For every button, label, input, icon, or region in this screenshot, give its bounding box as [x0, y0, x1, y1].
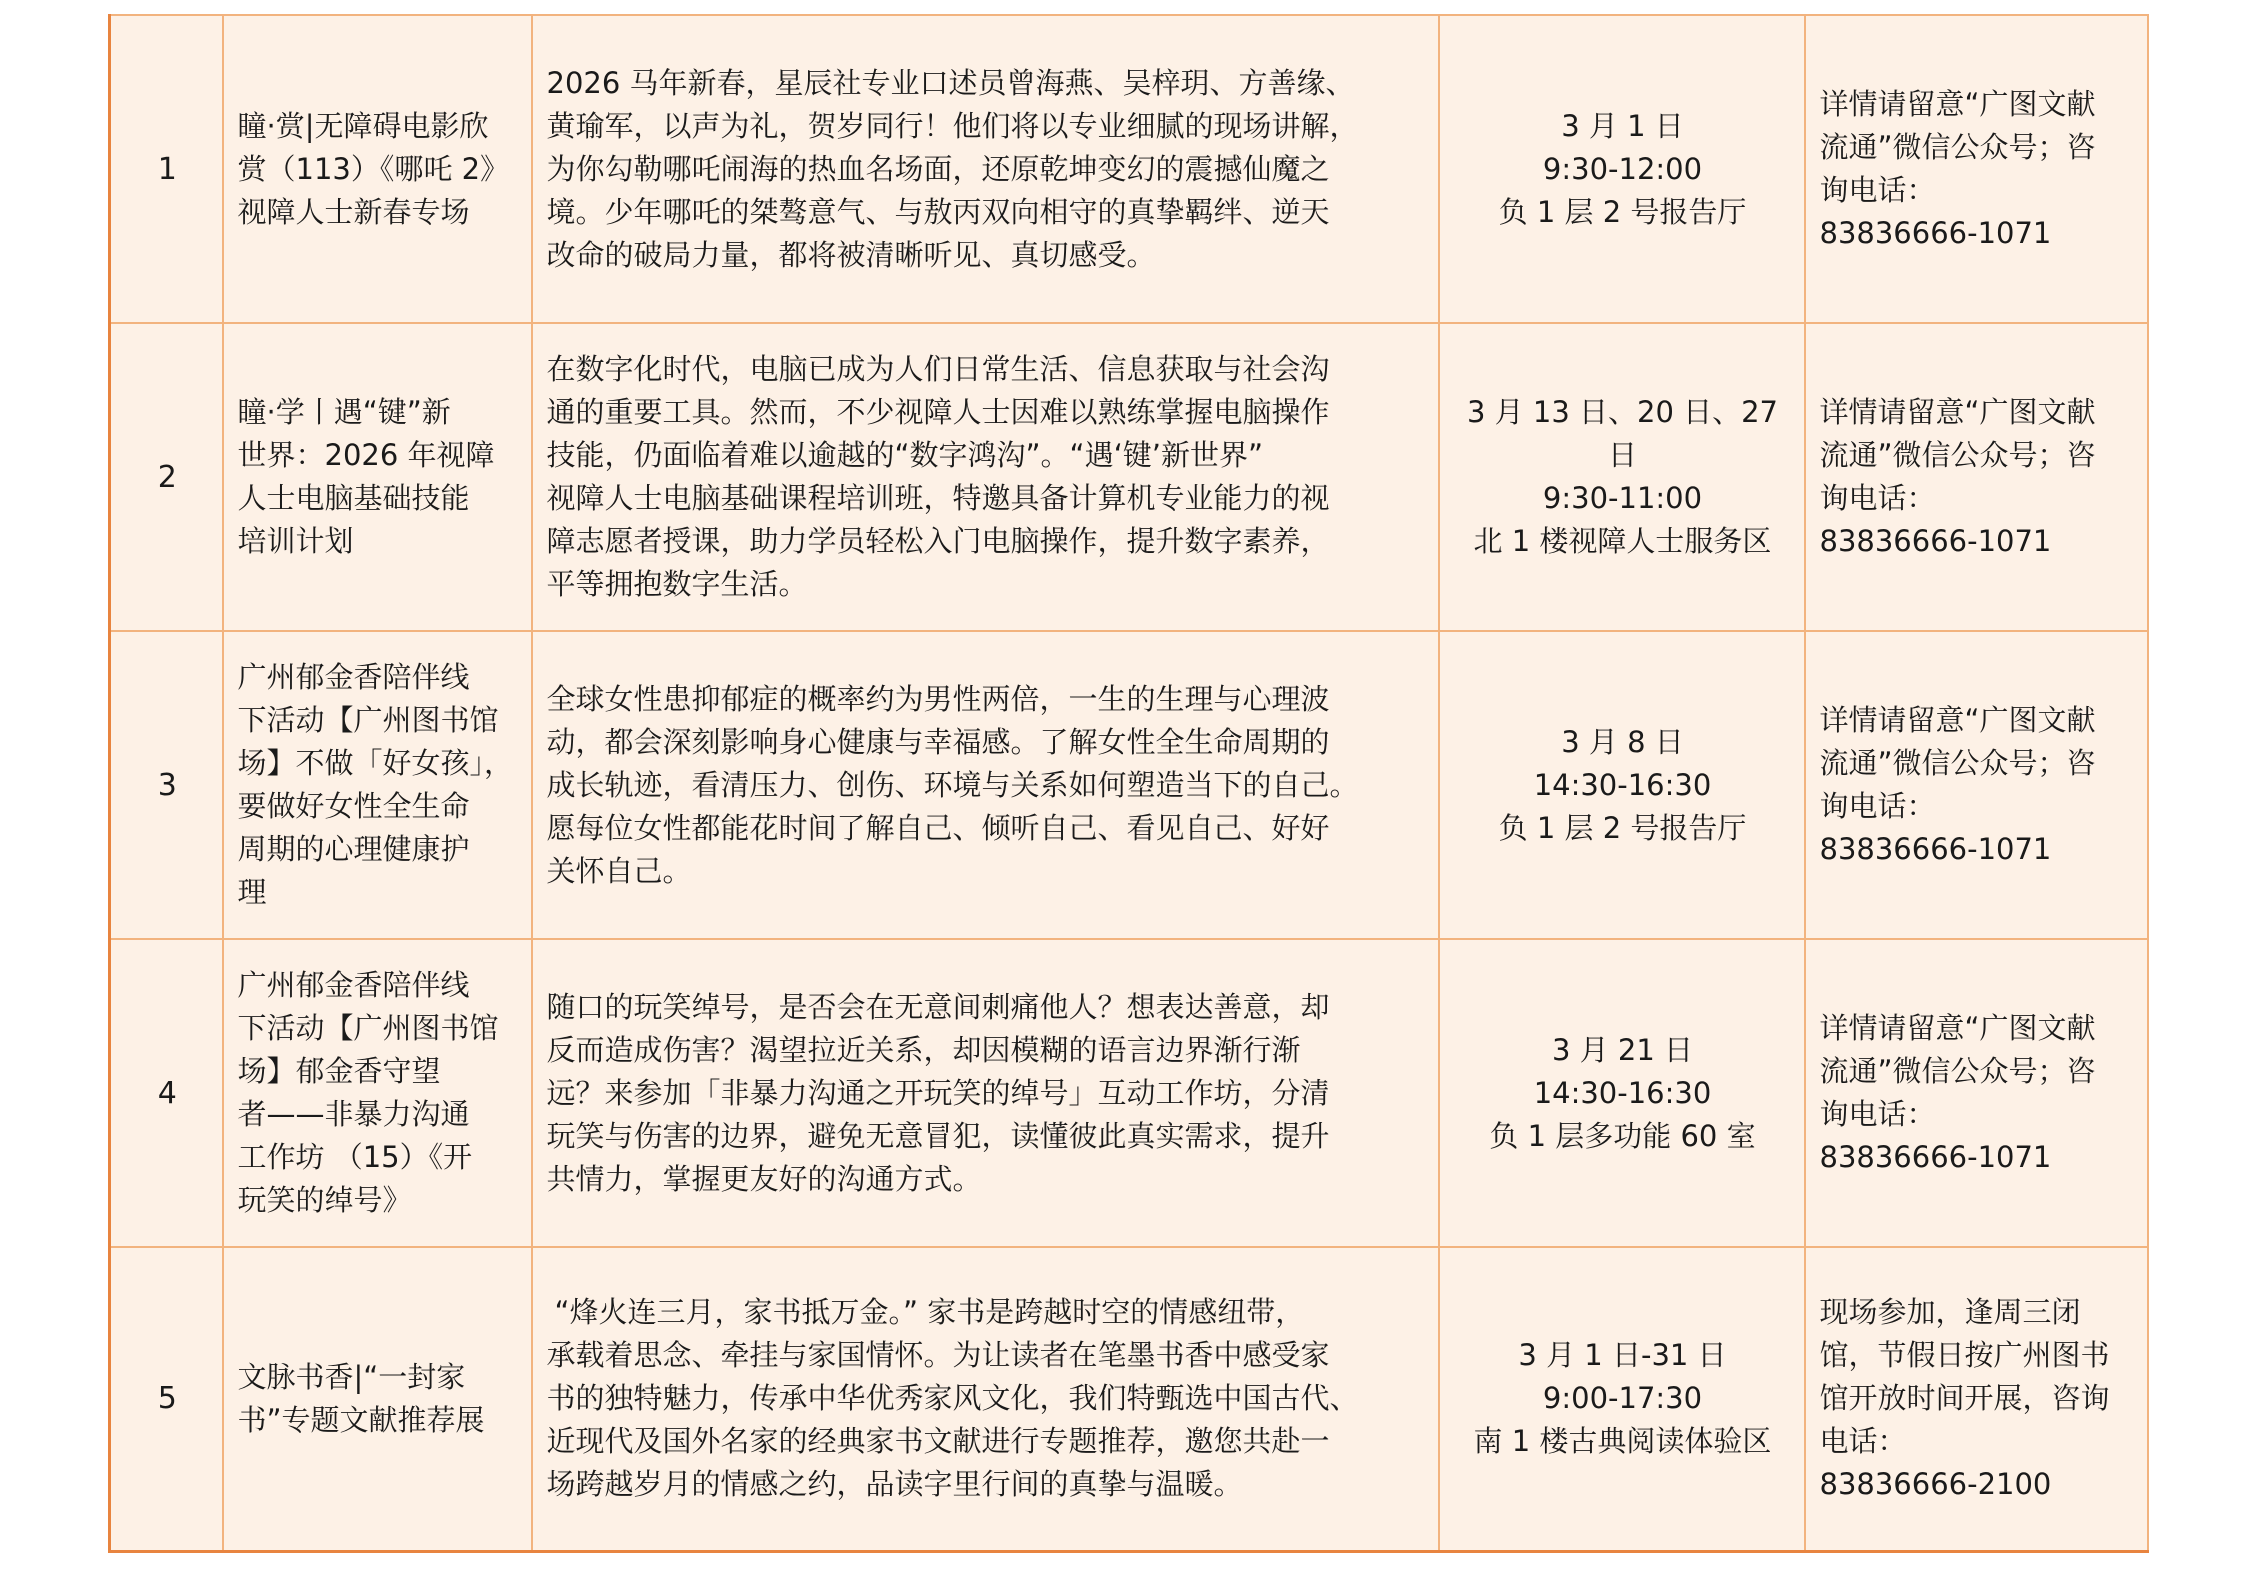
event-description-line: 为你勾勒哪吒闹海的热血名场面，还原乾坤变幻的震撼仙魔之: [546, 151, 1330, 186]
event-time-location-line: 南 1 楼古典阅读体验区: [1473, 1424, 1772, 1459]
event-description-line: 反而造成伤害？渴望拉近关系，却因模糊的语言边界渐行渐: [546, 1032, 1301, 1067]
event-description-cell: [532, 631, 1439, 939]
event-time-location-line: 3 月 21 日: [1551, 1032, 1693, 1067]
event-contact-line: 流通”微信公众号；咨: [1819, 130, 2096, 164]
event-description-line: 关怀自己。: [546, 853, 692, 888]
row-number-cell: [110, 15, 223, 323]
event-description-line: 视障人士电脑基础课程培训班，特邀具备计算机专业能力的视: [546, 481, 1330, 515]
event-contact-line: 83836666-1071: [1819, 1140, 2052, 1174]
event-title-line: 广州郁金香陪伴线: [237, 968, 470, 1002]
event-contact-line: 询电话：: [1819, 1097, 1936, 1131]
event-description-line: 黄瑜军，以声为礼，贺岁同行！他们将以专业细腻的现场讲解，: [546, 108, 1359, 143]
event-contact-line: 83836666-2100: [1819, 1467, 2052, 1502]
event-contact-line: 询电话：: [1819, 789, 1936, 823]
event-contact-line: 详情请留意“广图文献: [1819, 1011, 2096, 1045]
row-number-cell: [110, 939, 223, 1247]
table-row: [110, 323, 2148, 631]
event-contact-line: 流通”微信公众号；咨: [1819, 746, 2096, 780]
event-description-line: 承载着思念、牵挂与家国情怀。为让读者在笔墨书香中感受家: [546, 1338, 1330, 1373]
event-contact-line: 83836666-1071: [1819, 524, 2052, 558]
event-time-location-line: 负 1 层 2 号报告厅: [1498, 810, 1747, 845]
event-description-line: 动，都会深刻影响身心健康与幸福感。了解女性全生命周期的: [546, 724, 1330, 759]
row-number: 1: [157, 151, 177, 187]
event-title-cell: [223, 323, 532, 631]
table-row: [110, 15, 2148, 323]
event-title-line: 培训计划: [237, 524, 354, 558]
event-contact-line: 详情请留意“广图文献: [1819, 395, 2096, 429]
table-row: [110, 1247, 2148, 1551]
event-title-line: 人士电脑基础技能: [237, 481, 470, 515]
event-contact-line: 馆，节假日按广州图书: [1819, 1338, 2110, 1373]
event-description-cell: [532, 15, 1439, 323]
event-time-location-line: 9:00-17:30: [1542, 1381, 1703, 1416]
row-number: 2: [157, 459, 177, 495]
event-description-cell: [532, 323, 1439, 631]
event-description-line: “烽火连三月，家书抵万金。” 家书是跨越时空的情感纽带，: [554, 1295, 1305, 1330]
event-description-line: 障志愿者授课，助力学员轻松入门电脑操作，提升数字素养，: [546, 524, 1330, 558]
event-contact-line: 询电话：: [1819, 173, 1936, 207]
event-time-location-line: 9:30-12:00: [1542, 151, 1703, 186]
event-title-cell: [223, 15, 532, 323]
table-row: [110, 939, 2148, 1247]
event-time-location-line: 9:30-11:00: [1542, 481, 1703, 515]
event-time-location-cell: [1439, 15, 1805, 323]
event-contact-line: 流通”微信公众号；咨: [1819, 438, 2096, 472]
event-contact-cell: [1805, 631, 2148, 939]
event-description-line: 场跨越岁月的情感之约，品读字里行间的真挚与温暖。: [546, 1467, 1243, 1502]
event-title-line: 世界：2026 年视障: [237, 438, 495, 472]
event-title-line: 下活动【广州图书馆: [237, 1011, 499, 1045]
event-description-line: 随口的玩笑绰号，是否会在无意间刺痛他人？想表达善意，却: [546, 989, 1330, 1024]
event-description-cell: [532, 1247, 1439, 1551]
event-title-line: 者——非暴力沟通: [237, 1097, 470, 1131]
event-time-location-cell: [1439, 631, 1805, 939]
event-title-line: 场】不做「好女孩」，: [237, 746, 514, 780]
event-title-line: 瞳·赏|无障碍电影欣: [237, 108, 489, 143]
event-time-location-line: 14:30-16:30: [1533, 1075, 1712, 1110]
event-time-location-line: 负 1 层 2 号报告厅: [1498, 194, 1747, 229]
event-description-line: 玩笑与伤害的边界，避免无意冒犯，读懂彼此真实需求，提升: [546, 1118, 1330, 1153]
event-contact-line: 83836666-1071: [1819, 216, 2052, 250]
event-time-location-cell: [1439, 939, 1805, 1247]
event-description-line: 2026 马年新春，星辰社专业口述员曾海燕、吴梓玥、方善缘、: [546, 65, 1355, 100]
event-description-line: 境。少年哪吒的桀骜意气、与敖丙双向相守的真挚羁绊、逆天: [546, 194, 1330, 229]
event-time-location-line: 日: [1607, 438, 1637, 472]
event-description-line: 改命的破局力量，都将被清晰听见、真切感受。: [546, 237, 1156, 272]
event-title-line: 要做好女性全生命: [237, 789, 470, 823]
event-time-location-line: 3 月 8 日: [1561, 724, 1684, 759]
event-time-location-line: 北 1 楼视障人士服务区: [1473, 524, 1772, 558]
event-contact-line: 电话：: [1819, 1424, 1907, 1459]
event-title-line: 广州郁金香陪伴线: [237, 660, 470, 694]
activity-table: [108, 14, 2149, 1553]
event-description-line: 技能，仍面临着难以逾越的“数字鸿沟”。“遇‘键’新世界”: [546, 438, 1264, 472]
event-description-line: 远？来参加「非暴力沟通之开玩笑的绰号」互动工作坊，分清: [546, 1075, 1330, 1110]
row-number: 4: [157, 1075, 177, 1111]
event-title-line: 场】郁金香守望: [237, 1054, 441, 1088]
event-contact-line: 83836666-1071: [1819, 832, 2052, 866]
event-title-cell: [223, 939, 532, 1247]
event-contact-cell: [1805, 15, 2148, 323]
event-title-line: 书”专题文献推荐展: [237, 1402, 485, 1437]
event-title-line: 视障人士新春专场: [237, 194, 470, 229]
event-description-line: 愿每位女性都能花时间了解自己、倾听自己、看见自己、好好: [546, 810, 1330, 845]
event-title-line: 工作坊 （15）《开: [237, 1140, 473, 1174]
event-description-line: 平等拥抱数字生活。: [546, 567, 808, 601]
event-description-line: 全球女性患抑郁症的概率约为男性两倍，一生的生理与心理波: [546, 681, 1330, 716]
event-title-cell: [223, 631, 532, 939]
event-contact-line: 馆开放时间开展，咨询: [1819, 1381, 2110, 1416]
event-contact-line: 详情请留意“广图文献: [1819, 87, 2096, 121]
event-description-cell: [532, 939, 1439, 1247]
event-title-line: 周期的心理健康护: [237, 832, 470, 866]
event-description-line: 近现代及国外名家的经典家书文献进行专题推荐，邀您共赴一: [546, 1424, 1330, 1459]
event-contact-line: 询电话：: [1819, 481, 1936, 515]
event-description-line: 在数字化时代，电脑已成为人们日常生活、信息获取与社会沟: [546, 352, 1330, 386]
row-number-cell: [110, 1247, 223, 1551]
event-description-line: 成长轨迹，看清压力、创伤、环境与关系如何塑造当下的自己。: [546, 767, 1359, 802]
event-description-line: 共情力，掌握更友好的沟通方式。: [546, 1161, 982, 1196]
event-title-cell: [223, 1247, 532, 1551]
event-description-line: 通的重要工具。然而，不少视障人士因难以熟练掌握电脑操作: [546, 395, 1330, 429]
event-title-line: 文脉书香|“一封家: [237, 1359, 466, 1394]
event-time-location-line: 3 月 13 日、20 日、27: [1466, 395, 1779, 429]
event-title-line: 赏（113）《哪吒 2》: [237, 151, 510, 186]
row-number: 5: [157, 1381, 177, 1417]
event-contact-line: 现场参加，逢周三闭: [1819, 1295, 2081, 1330]
event-time-location-line: 14:30-16:30: [1533, 767, 1712, 802]
event-contact-cell: [1805, 939, 2148, 1247]
event-title-line: 理: [237, 875, 267, 909]
event-time-location-cell: [1439, 323, 1805, 631]
event-title-line: 瞳·学丨遇“键”新: [237, 395, 451, 429]
event-contact-line: 流通”微信公众号；咨: [1819, 1054, 2096, 1088]
event-time-location-line: 3 月 1 日-31 日: [1518, 1338, 1727, 1373]
event-description-line: 书的独特魅力，传承中华优秀家风文化，我们特甄选中国古代、: [546, 1381, 1359, 1416]
event-contact-cell: [1805, 323, 2148, 631]
event-title-line: 下活动【广州图书馆: [237, 703, 499, 737]
row-number: 3: [157, 767, 177, 803]
table-row: [110, 631, 2148, 939]
event-title-line: 玩笑的绰号》: [237, 1183, 412, 1217]
event-time-location-cell: [1439, 1247, 1805, 1551]
event-time-location-line: 3 月 1 日: [1561, 108, 1684, 143]
event-contact-line: 详情请留意“广图文献: [1819, 703, 2096, 737]
row-number-cell: [110, 323, 223, 631]
event-contact-cell: [1805, 1247, 2148, 1551]
row-number-cell: [110, 631, 223, 939]
event-time-location-line: 负 1 层多功能 60 室: [1489, 1118, 1756, 1153]
